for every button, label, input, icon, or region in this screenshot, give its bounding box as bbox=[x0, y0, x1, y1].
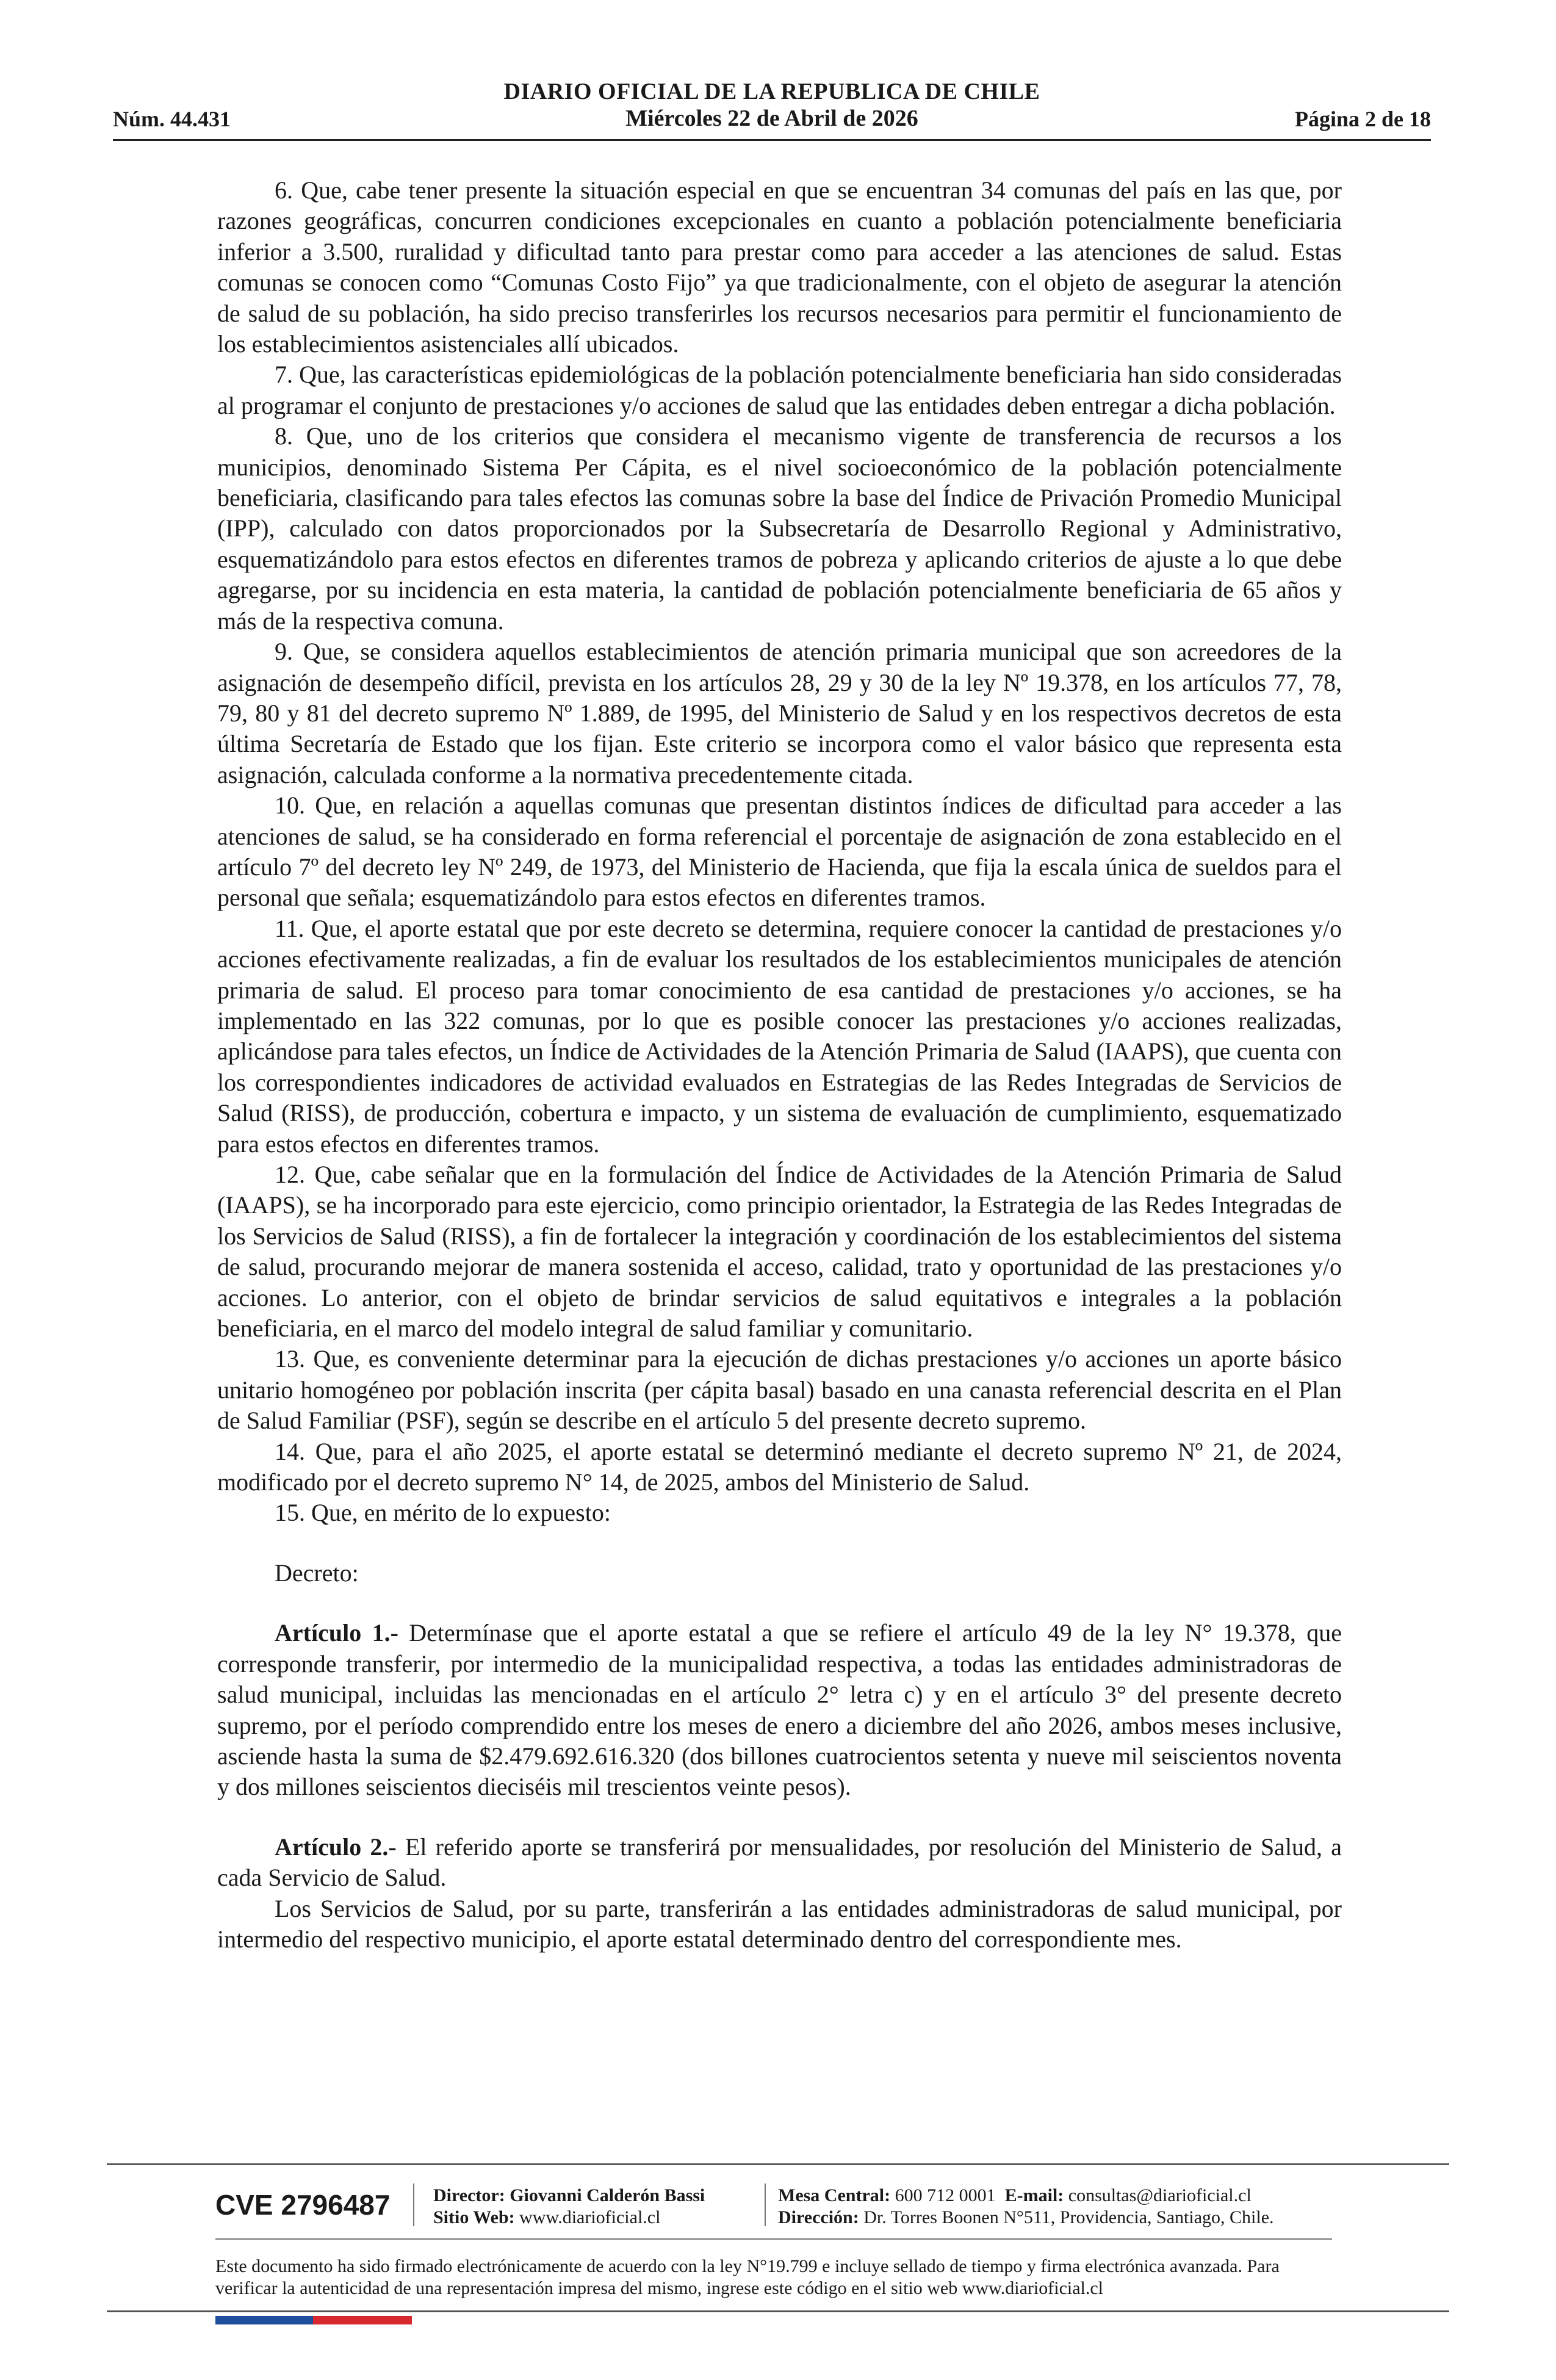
footer-separator bbox=[413, 2183, 414, 2226]
paragraph-8: 8. Que, uno de los criterios que considera el mecanismo vigente de transferencia de recursos a los municipios, denominado Sistema Per Cápita, es el nivel socioeconómico de la población potencialmente beneficiaria, clasificando para tales efectos las comunas sobre la base del Índice de Privación Promedio Municipal (IPP), calculado con datos proporcionados por la Subsecretaría de Desarrollo Regional y Administrativo, esquematizándolo para estos efectos en diferentes tramos de pobreza y aplicando criterios de ajuste a lo que debe agregarse, por su incidencia en esta materia, la cantidad de población potencialmente beneficiaria de 65 años y más de la respectiva comuna. bbox=[217, 422, 1342, 635]
issue-date: Miércoles 22 de Abril de 2026 bbox=[625, 106, 918, 131]
paragraph-14: 14. Que, para el año 2025, el aporte estatal se determinó mediante el decreto supremo Nº 21, de 2024, modificado por el decreto supremo N° 14, de 2025, ambos del Ministerio de Salud. bbox=[217, 1437, 1342, 1496]
article-1-label: Artículo 1.- bbox=[275, 1619, 398, 1647]
footer-bottom-divider bbox=[107, 2310, 1449, 2312]
paragraph-13: 13. Que, es conveniente determinar para la ejecución de dichas prestaciones y/o acciones un aporte básico unitario homogéneo por población inscrita (per cápita basal) basado en una canasta referencial descrita en el Plan de Salud Familiar (PSF), según se describe en el artículo 5 del presente decreto supremo. bbox=[217, 1345, 1342, 1435]
page-footer bbox=[107, 2163, 1449, 2324]
issue-number: Núm. 44.431 bbox=[113, 107, 231, 131]
article-2-paragraph-2: Los Servicios de Salud, por su parte, transferirán a las entidades administradoras de salud municipal, por intermedio del respectivo municipio, el aporte estatal determinado dentro del correspondiente mes. bbox=[217, 1894, 1342, 1953]
article-2-text: El referido aporte se transferirá por mensualidades, por resolución del Ministerio de Salud, a cada Servicio de Salud. bbox=[217, 1833, 1342, 1892]
director-name: Giovanni Calderón Bassi bbox=[510, 2185, 705, 2205]
paragraph-9: 9. Que, se considera aquellos establecimientos de atención primaria municipal que son acreedores de la asignación de desempeño difícil, prevista en los artículos 28, 29 y 30 de la ley Nº 19.378, en los artículos 77, 78, 79, 80 y 81 del decreto supremo Nº 1.889, de 1995, del Ministerio de Salud y en los respectivos decretos de esta última Secretaría de Estado que los fijan. Este criterio se incorpora como el valor básico que representa esta asignación, calculada conforme a la normativa precedentemente citada. bbox=[217, 638, 1342, 788]
website-link[interactable]: www.diarioficial.cl bbox=[519, 2207, 661, 2227]
legal-notice: Este documento ha sido firmado electrónicamente de acuerdo con la ley N°19.799 e incluye sellado de tiempo y firma electrónica avanzada. Para verificar la autenticidad de una representación impresa del mismo, ingrese este código en el sitio web www.diarioficial.cl bbox=[215, 2238, 1332, 2299]
paragraph-11: 11. Que, el aporte estatal que por este decreto se determina, requiere conocer la cantidad de prestaciones y/o acciones efectivamente realizadas, a fin de evaluar los resultados de los establecimientos municipales de atención primaria de salud. El proceso para tomar conocimiento de esa cantidad de prestaciones y/o acciones, se ha implementado en las 322 comunas, por lo que es posible conocer las prestaciones y/o acciones realizadas, aplicándose para tales efectos, un Índice de Actividades de la Atención Primaria de Salud (IAAPS), que cuenta con los correspondientes indicadores de actividad evaluados en Estrategias de las Redes Integradas de Servicios de Salud (RISS), de producción, cobertura e impacto, y un sistema de evaluación de cumplimiento, esquematizado para estos efectos en diferentes tramos. bbox=[217, 914, 1342, 1158]
director-label: Director: bbox=[433, 2185, 505, 2205]
footer-info-row bbox=[107, 2165, 1449, 2238]
article-2 bbox=[217, 1832, 1342, 1894]
paragraph-10: 10. Que, en relación a aquellas comunas que presentan distintos índices de dificultad para acceder a las atenciones de salud, se ha considerado en forma referencial el porcentaje de asignación de zona establecido en el artículo 7º del decreto ley Nº 249, de 1973, del Ministerio de Hacienda, que fija la escala única de sueldos para el personal que señala; esquematizándolo para estos efectos en diferentes tramos. bbox=[217, 792, 1342, 912]
paragraph-7: 7. Que, las características epidemiológicas de la población potencialmente beneficiaria han sido consideradas al programar el conjunto de prestaciones y/o acciones de salud que las entidades deben entregar a dicha población. bbox=[217, 361, 1342, 419]
flag-stripe bbox=[107, 2316, 1449, 2324]
website-label: Sitio Web: bbox=[433, 2207, 515, 2227]
phone-label: Mesa Central: bbox=[778, 2185, 891, 2205]
page-header bbox=[113, 78, 1431, 139]
paragraph-12: 12. Que, cabe señalar que en la formulación del Índice de Actividades de la Atención Primaria de Salud (IAAPS), se ha incorporado para este ejercicio, como principio orientador, la Estrategia de las Redes Integradas de los Servicios de Salud (RISS), a fin de fortalecer la integración y coordinación de los establecimientos del sistema de salud, procurando mejorar de manera sostenida el acceso, calidad, trato y oportunidad de las prestaciones y/o acciones. Lo anterior, con el objeto de brindar servicios de salud equitativos e integrales a la población beneficiaria, en el marco del modelo integral de salud familiar y comunitario. bbox=[217, 1161, 1342, 1343]
flag-red-band bbox=[313, 2316, 412, 2324]
header-divider bbox=[113, 139, 1431, 141]
email-link[interactable]: consultas@diarioficial.cl bbox=[1068, 2185, 1252, 2205]
flag-blue-band bbox=[215, 2316, 313, 2324]
gazette-title: DIARIO OFICIAL DE LA REPUBLICA DE CHILE bbox=[503, 79, 1040, 104]
footer-director-block bbox=[433, 2185, 705, 2229]
document-body bbox=[217, 175, 1342, 1955]
address-label: Dirección: bbox=[778, 2207, 859, 2227]
cve-code: CVE 2796487 bbox=[215, 2189, 391, 2221]
address-value: Dr. Torres Boonen N°511, Providencia, Santiago, Chile. bbox=[863, 2207, 1274, 2227]
footer-separator bbox=[765, 2183, 766, 2226]
article-1-text: Determínase que el aporte estatal a que se refiere el artículo 49 de la ley N° 19.378, que corresponde transferir, por intermedio de la municipalidad respectiva, a todas las entidades administradoras de salud municipal, incluidas las mencionadas en el artículo 2° letra c) y en el artículo 3° del presente decreto supremo, por el período comprendido entre los meses de enero a diciembre del año 2026, ambos meses inclusive, asciende hasta la suma de $2.479.692.616.320 (dos billones cuatrocientos setenta y nueve mil seiscientos noventa y dos millones seiscientos dieciséis mil trescientos veinte pesos). bbox=[217, 1619, 1342, 1801]
article-1 bbox=[217, 1618, 1342, 1802]
article-2-label: Artículo 2.- bbox=[275, 1833, 397, 1861]
page-number: Página 2 de 18 bbox=[1294, 107, 1431, 131]
decreto-heading: Decreto: bbox=[275, 1559, 359, 1587]
email-label: E-mail: bbox=[1004, 2185, 1064, 2205]
paragraph-15: 15. Que, en mérito de lo expuesto: bbox=[275, 1499, 611, 1527]
footer-contact-block bbox=[778, 2185, 1274, 2229]
phone-number: 600 712 0001 bbox=[895, 2185, 996, 2205]
paragraph-6: 6. Que, cabe tener presente la situación especial en que se encuentran 34 comunas del país en las que, por razones geográficas, concurren condiciones excepcionales en cuanto a población potencialmente beneficiaria inferior a 3.500, ruralidad y dificultad tanto para prestar como para acceder a las atenciones de salud. Estas comunas se conocen como “Comunas Costo Fijo” ya que tradicionalmente, con el objeto de asegurar la atención de salud de su población, ha sido preciso transferirles los recursos necesarios para permitir el funcionamiento de los establecimientos asistenciales allí ubicados. bbox=[217, 176, 1342, 358]
